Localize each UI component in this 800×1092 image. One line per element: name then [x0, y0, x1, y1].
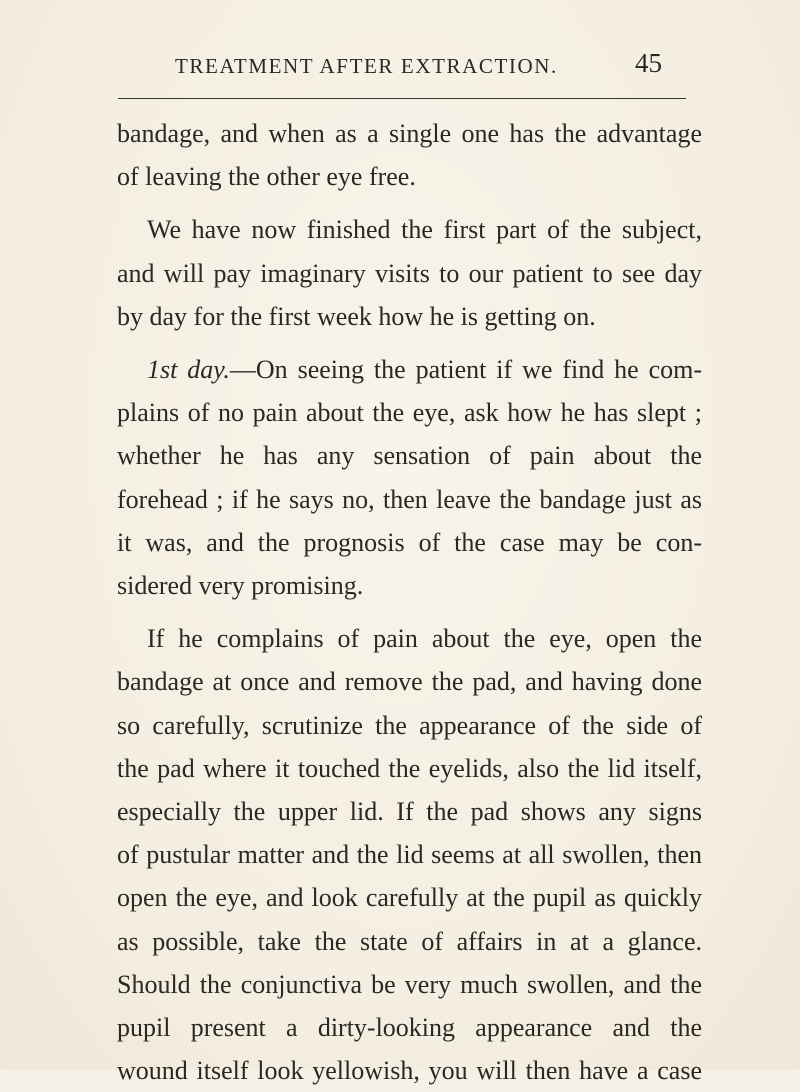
text-line: pupil present a dirty-looking appearance and the	[117, 1013, 702, 1043]
text-line: open the eye, and look carefully at the pupil as quickly	[117, 883, 702, 913]
paragraph	[117, 112, 702, 198]
paragraph	[117, 208, 702, 338]
text-line: as possible, take the state of affairs in at a glance.	[117, 926, 702, 956]
text-line: by day for the first week how he is getting on.	[117, 301, 596, 331]
text-line-rest: —On seeing the patient if we find he com-	[229, 355, 702, 385]
text-line: the pad where it touched the eyelids, also the lid itself,	[117, 753, 702, 783]
text-line: of leaving the other eye free.	[117, 162, 416, 192]
text-line: it was, and the prognosis of the case may be con-	[117, 527, 702, 557]
text-line: wound itself look yellowish, you will then have a case	[117, 1056, 702, 1086]
running-head	[0, 48, 800, 88]
text-line	[117, 348, 702, 391]
page-number: 45	[635, 48, 662, 78]
text-line: bandage at once and remove the pad, and having done	[117, 667, 702, 697]
text-line: so carefully, scrutinize the appearance of the side of	[117, 710, 702, 740]
text-line: whether he has any sensation of pain about the	[117, 441, 702, 471]
text-line: bandage, and when as a single one has the advantage	[117, 119, 702, 148]
text-line: especially the upper lid. If the pad shows any signs	[117, 797, 702, 827]
text-line: If he complains of pain about the eye, open the	[147, 624, 702, 654]
text-line: Should the conjunctiva be very much swollen, and the	[117, 969, 702, 999]
running-title: TREATMENT AFTER EXTRACTION.	[175, 54, 558, 78]
text-line: plains of no pain about the eye, ask how he has slept ;	[117, 398, 702, 428]
paragraph	[117, 617, 702, 1092]
header-rule	[118, 98, 686, 99]
text-line: sidered very promising.	[117, 571, 364, 601]
body-text	[117, 112, 702, 1092]
paragraph	[117, 348, 702, 607]
text-line: and will pay imaginary visits to our patient to see day	[117, 258, 702, 288]
day-heading: 1st day.	[147, 355, 230, 385]
text-line: forehead ; if he says no, then leave the bandage just as	[117, 484, 702, 514]
text-line: of pustular matter and the lid seems at all swollen, then	[117, 840, 702, 870]
text-line: We have now finished the first part of the subject,	[147, 215, 702, 245]
